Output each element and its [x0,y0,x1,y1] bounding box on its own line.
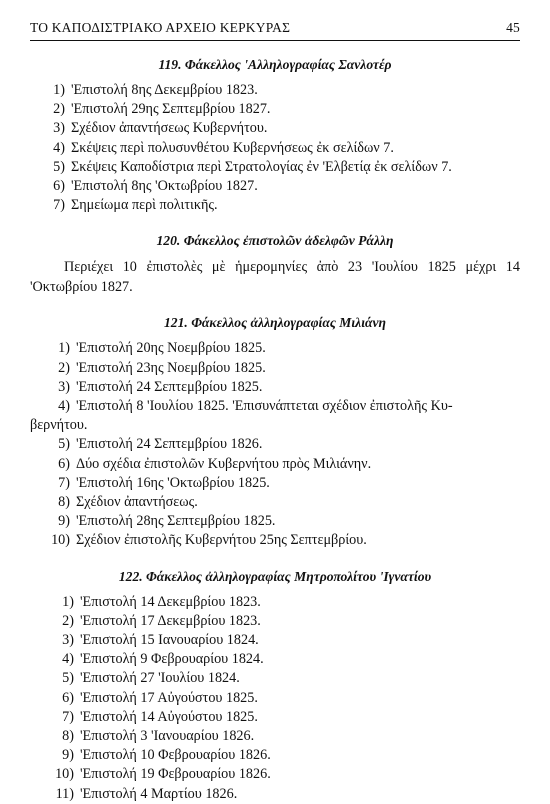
list-item [30,397,520,416]
section-121 [30,315,520,550]
item-number: 6) [58,455,70,472]
list-item [30,455,520,474]
item-text: 'Επιστολή 17 Δεκεμβρίου 1823. [80,612,261,629]
item-number: 6) [62,689,74,706]
page-number: 45 [506,20,520,35]
item-text: 'Επιστολή 10 Φεβρουαρίου 1826. [80,747,271,764]
item-number: 10) [55,766,74,783]
item-number: 1) [58,340,70,357]
item-number: 7) [62,708,74,725]
list-item [30,119,520,138]
item-text: 'Επιστολή 24 Σεπτεμβρίου 1825. [76,378,263,395]
list-item [30,177,520,196]
item-text: 'Επιστολή 8ης 'Οκτωβρίου 1827. [71,178,258,195]
section-120 [30,233,520,297]
item-number: 9) [62,747,74,764]
item-text: Δύο σχέδια ἐπιστολῶν Κυβερνήτου πρὸς Μιλιάνην. [76,455,372,472]
item-text: 'Επιστολή 28ης Σεπτεμβρίου 1825. [76,513,276,530]
item-number: 3) [53,120,65,137]
item-text: 'Επιστολή 14 Αὐγούστου 1825. [80,708,258,725]
item-text: 'Επιστολή 9 Φεβρουαρίου 1824. [80,651,264,668]
item-number: 8) [58,494,70,511]
item-number: 2) [58,359,70,376]
item-number: 4) [53,139,65,156]
item-number: 6) [53,178,65,195]
item-number: 1) [53,82,65,98]
item-list [30,339,520,550]
list-item [30,139,520,158]
running-title: ΤΟ ΚΑΠΟΔΙΣΤΡΙΑΚΟ ΑΡΧΕΙΟ ΚΕΡΚΥΡΑΣ [30,20,291,35]
list-item [30,708,520,727]
section-119 [30,57,520,215]
section-paragraph: Περιέχει 10 ἐπιστολὲς μὲ ἡμερομηνίες ἀπὸ 23 'Ιουλίου 1825 μέχρι 14 'Οκτωβρίου 1827. [30,259,520,296]
section-title: 121. Φάκελλος ἀλληλογραφίας Μιλιάνη [164,315,386,331]
item-number: 11) [55,785,74,802]
item-number: 7) [58,474,70,491]
item-number: 4) [62,651,74,668]
list-item [30,669,520,688]
list-item [30,339,520,358]
list-item [30,196,520,215]
list-item [30,727,520,746]
item-number: 3) [58,378,70,395]
item-text: Σχέδιον ἀπαντήσεως Κυβερνήτου. [71,120,268,137]
item-text: 'Επιστολή 14 Δεκεμβρίου 1823. [80,593,261,610]
list-item [30,746,520,765]
item-number: 3) [62,632,74,649]
item-text: 'Επιστολή 20ης Νοεμβρίου 1825. [76,340,266,357]
item-text: 'Επιστολή 15 Ιανουαρίου 1824. [80,632,259,649]
item-number: 2) [62,612,74,629]
list-item [30,593,520,612]
list-item [30,765,520,784]
item-text: 'Επιστολή 16ης 'Οκτωβρίου 1825. [76,474,270,491]
item-text: Σχέδιον ἐπιστολῆς Κυβερνήτου 25ης Σεπτεμβρίου. [76,532,367,549]
item-text: Σκέψεις Καποδίστρια περὶ Στρατολογίας ἐν 'Ελβετίᾳ ἐκ σελίδων 7. [71,158,452,175]
section-title: 120. Φάκελλος ἐπιστολῶν ἀδελφῶν Ράλλη [156,233,394,249]
list-item [30,531,520,550]
item-number: 9) [58,513,70,530]
list-item [30,158,520,177]
item-text: Σκέψεις περὶ πολυσυνθέτου Κυβερνήσεως ἐκ σελίδων 7. [71,139,394,156]
list-item-continuation: βερνήτου. [30,417,88,434]
item-list [30,81,520,215]
running-header [30,20,520,41]
section-title: 119. Φάκελλος 'Αλληλογραφίας Σανλοτέρ [158,57,392,72]
item-text: 'Επιστολή 24 Σεπτεμβρίου 1826. [76,436,263,453]
list-item [30,474,520,493]
list-item [30,785,520,804]
item-number: 5) [58,436,70,453]
item-text: 'Επιστολή 27 'Ιουλίου 1824. [80,670,240,687]
list-item [30,631,520,650]
list-item [30,359,520,378]
item-number: 8) [62,728,74,745]
list-item [30,100,520,119]
section-title: 122. Φάκελλος ἀλληλογραφίας Μητροπολίτου 'Ιγνατίου [118,568,432,584]
item-number: 5) [53,158,65,175]
item-text: Σημείωμα περὶ πολιτικῆς. [71,197,218,214]
list-item [30,378,520,397]
section-122 [30,569,520,804]
item-text: 'Επιστολή 4 Μαρτίου 1826. [80,785,238,802]
list-item [30,512,520,531]
item-number: 10) [51,532,70,549]
list-item [30,689,520,708]
item-number: 1) [62,593,74,610]
list-item [30,493,520,512]
item-text: Σχέδιον ἀπαντήσεως. [76,494,198,511]
item-text: 'Επιστολή 29ης Σεπτεμβρίου 1827. [71,101,271,118]
item-text: 'Επιστολή 8ης Δεκεμβρίου 1823. [71,82,258,98]
item-text: 'Επιστολή 19 Φεβρουαρίου 1826. [80,766,271,783]
list-item [30,650,520,669]
item-number: 2) [53,101,65,118]
item-text: 'Επιστολή 17 Αὐγούστου 1825. [80,689,258,706]
list-item [30,435,520,454]
item-text: 'Επιστολή 8 'Ιουλίου 1825. 'Επισυνάπτεται σχέδιον ἐπιστολῆς Κυ- [76,398,453,415]
item-text: 'Επιστολή 3 'Ιανουαρίου 1826. [80,728,255,745]
item-number: 5) [62,670,74,687]
item-number: 7) [53,197,65,214]
list-item [30,81,520,100]
item-list [30,593,520,804]
list-item [30,612,520,631]
item-text: 'Επιστολή 23ης Νοεμβρίου 1825. [76,359,266,376]
item-number: 4) [58,398,70,415]
